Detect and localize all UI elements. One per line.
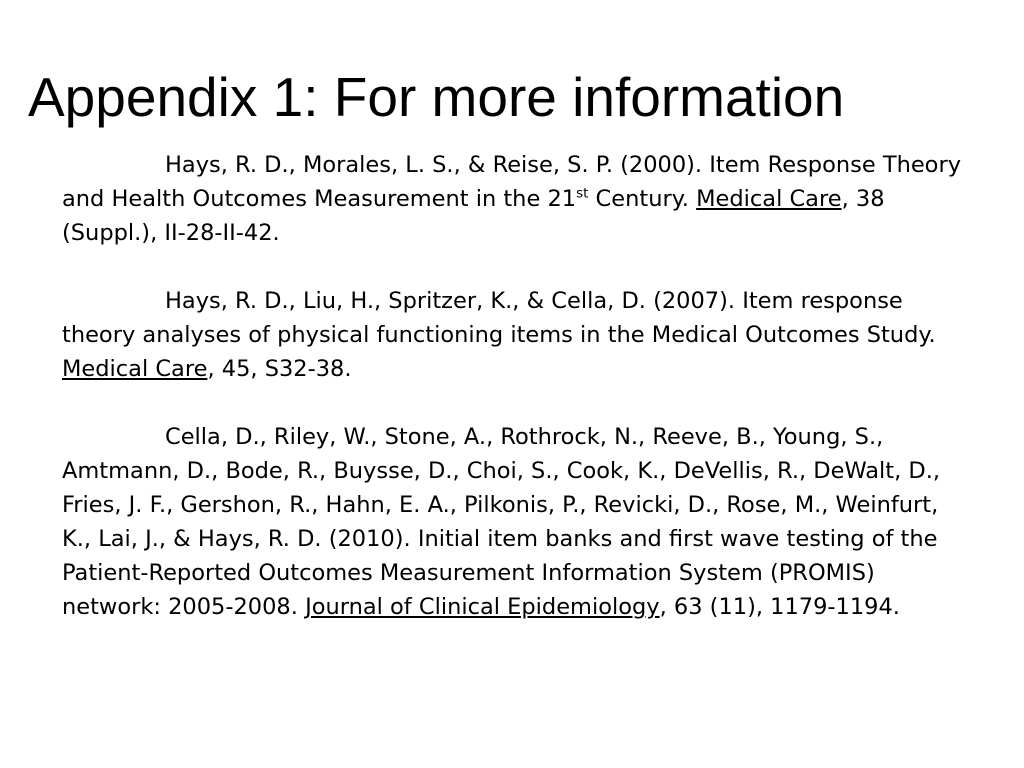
slide-title: Appendix 1: For more information	[28, 66, 845, 128]
reference-details: , 38 (Suppl.), II-28-II-42.	[62, 186, 885, 246]
reference-text: Hays, R. D., Morales, L. S., & Reise, S. P. (2000). Item Response Theory and Health Outcomes Measurement in the 21	[62, 152, 962, 212]
reference-details: , 63 (11), 1179-1194.	[659, 594, 900, 620]
reference-details: , 45, S32-38.	[207, 356, 352, 382]
reference-text: Century.	[588, 186, 697, 212]
reference-list	[62, 148, 962, 624]
journal-title: Journal of Clinical Epidemiology	[305, 594, 660, 620]
ordinal-superscript: st	[576, 185, 589, 202]
reference-item	[62, 420, 962, 624]
journal-title: Medical Care	[696, 186, 842, 212]
reference-item	[62, 284, 962, 386]
reference-item	[62, 148, 962, 250]
journal-title: Medical Care	[62, 356, 208, 382]
reference-text: Cella, D., Riley, W., Stone, A., Rothrock, N., Reeve, B., Young, S., Amtmann, D., Bode, R., Buysse, D., Choi, S., Cook, K., DeVellis, R., DeWalt, D., Fries, J. F., Gershon, R., Hahn, E. A., Pilkonis, P., Revicki, D., Rose, M., Weinfurt, K., Lai, J., & Hays, R. D. (2010). Initial item banks and first wave testing of the Patient-Reported Outcomes Measurement Information System (PROMIS) network: 2005-2008.	[62, 424, 941, 620]
reference-text: Hays, R. D., Liu, H., Spritzer, K., & Cella, D. (2007). Item response theory analyses of physical functioning items in the Medical Outcomes Study.	[62, 288, 936, 348]
